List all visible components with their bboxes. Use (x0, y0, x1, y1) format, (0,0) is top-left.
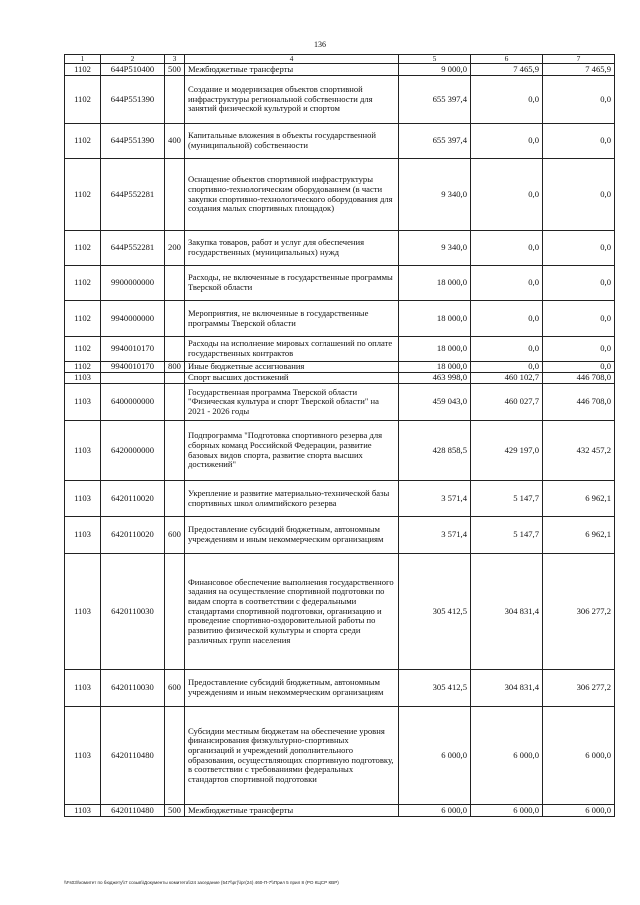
cell-name: Укрепление и развитие материально-технической базы спортивных школ олимпийского резерва (185, 481, 399, 517)
cell-target-code: 6420110030 (101, 670, 165, 707)
cell-section: 1102 (65, 159, 101, 231)
cell-name: Расходы, не включенные в государственные программы Тверской области (185, 266, 399, 301)
cell-target-code: 6420110030 (101, 554, 165, 670)
cell-section: 1102 (65, 64, 101, 76)
cell-amount-col5: 655 397,4 (399, 76, 471, 124)
cell-name: Капитальные вложения в объекты государственной (муниципальной) собственности (185, 124, 399, 159)
cell-amount-col7: 6 962,1 (543, 481, 615, 517)
cell-amount-col6: 0,0 (471, 266, 543, 301)
cell-section: 1103 (65, 554, 101, 670)
cell-name: Создание и модернизация объектов спортивной инфраструктуры региональной собственности для занятий физической культурой и спортом (185, 76, 399, 124)
cell-amount-col7: 0,0 (543, 362, 615, 373)
table-row (65, 159, 615, 231)
cell-amount-col7: 0,0 (543, 301, 615, 337)
cell-section: 1103 (65, 384, 101, 421)
cell-expense-type (165, 301, 185, 337)
cell-target-code: 9940010170 (101, 337, 165, 362)
cell-name: Предоставление субсидий бюджетным, автономным учреждениям и иным некоммерческим организациям (185, 517, 399, 554)
cell-expense-type (165, 76, 185, 124)
cell-name: Подпрограмма "Подготовка спортивного резерва для сборных команд Российской Федерации, развитие базовых видов спорта, развитие спорта высших достижений" (185, 421, 399, 481)
page-number: 136 (314, 40, 326, 49)
table-row (65, 337, 615, 362)
cell-section: 1102 (65, 337, 101, 362)
cell-amount-col6: 6 000,0 (471, 805, 543, 817)
cell-amount-col7: 0,0 (543, 76, 615, 124)
cell-amount-col7: 446 708,0 (543, 384, 615, 421)
cell-expense-type: 200 (165, 231, 185, 266)
cell-amount-col5: 305 412,5 (399, 554, 471, 670)
file-path-footer: \\Fs03\\комитет по бюджету\\7 созыв\\Документы комитета\\24 заседание (547\\рг)\\рг(24) 460-П-7\\Прил 5 прил 8 (РО КЦСР КВР) (64, 880, 339, 885)
cell-section: 1102 (65, 266, 101, 301)
cell-name: Межбюджетные трансферты (185, 64, 399, 76)
cell-name: Государственная программа Тверской области "Физическая культура и спорт Тверской области" на 2021 - 2026 годы (185, 384, 399, 421)
cell-expense-type (165, 159, 185, 231)
cell-amount-col6: 304 831,4 (471, 554, 543, 670)
column-number-4: 4 (185, 55, 399, 64)
cell-amount-col5: 18 000,0 (399, 266, 471, 301)
column-number-5: 5 (399, 55, 471, 64)
cell-name: Расходы на исполнение мировых соглашений по оплате государственных контрактов (185, 337, 399, 362)
column-number-7: 7 (543, 55, 615, 64)
cell-amount-col5: 6 000,0 (399, 707, 471, 805)
table-row (65, 554, 615, 670)
cell-target-code: 644P551390 (101, 124, 165, 159)
cell-name: Спорт высших достижений (185, 373, 399, 384)
cell-expense-type (165, 337, 185, 362)
cell-amount-col7: 306 277,2 (543, 670, 615, 707)
cell-expense-type: 500 (165, 805, 185, 817)
cell-name: Оснащение объектов спортивной инфраструктуры спортивно-технологическим оборудованием (в части закупки спортивно-технологического оборудования для создания малых спортивных площадок) (185, 159, 399, 231)
cell-name: Предоставление субсидий бюджетным, автономным учреждениям и иным некоммерческим организациям (185, 670, 399, 707)
cell-expense-type (165, 266, 185, 301)
cell-amount-col5: 18 000,0 (399, 301, 471, 337)
cell-expense-type (165, 421, 185, 481)
cell-amount-col7: 0,0 (543, 124, 615, 159)
cell-expense-type: 600 (165, 670, 185, 707)
cell-section: 1103 (65, 421, 101, 481)
cell-target-code: 6400000000 (101, 384, 165, 421)
cell-target-code: 6420110480 (101, 805, 165, 817)
cell-amount-col5: 18 000,0 (399, 362, 471, 373)
cell-expense-type: 400 (165, 124, 185, 159)
cell-expense-type (165, 481, 185, 517)
table-row (65, 805, 615, 817)
cell-target-code: 6420110020 (101, 481, 165, 517)
cell-amount-col7: 446 708,0 (543, 373, 615, 384)
cell-section: 1103 (65, 481, 101, 517)
cell-section: 1103 (65, 670, 101, 707)
cell-amount-col6: 0,0 (471, 159, 543, 231)
cell-amount-col6: 0,0 (471, 124, 543, 159)
cell-amount-col5: 463 998,0 (399, 373, 471, 384)
cell-amount-col7: 6 962,1 (543, 517, 615, 554)
column-number-row (65, 55, 615, 64)
cell-amount-col5: 6 000,0 (399, 805, 471, 817)
cell-target-code: 644P552281 (101, 231, 165, 266)
table-row (65, 481, 615, 517)
cell-amount-col7: 0,0 (543, 231, 615, 266)
cell-expense-type (165, 373, 185, 384)
cell-amount-col5: 9 340,0 (399, 231, 471, 266)
cell-name: Межбюджетные трансферты (185, 805, 399, 817)
cell-amount-col6: 460 027,7 (471, 384, 543, 421)
cell-target-code: 6420000000 (101, 421, 165, 481)
cell-section: 1102 (65, 76, 101, 124)
cell-amount-col7: 6 000,0 (543, 805, 615, 817)
cell-section: 1102 (65, 301, 101, 337)
budget-table (64, 54, 615, 817)
cell-name: Иные бюджетные ассигнования (185, 362, 399, 373)
table-row (65, 124, 615, 159)
cell-amount-col6: 0,0 (471, 301, 543, 337)
cell-amount-col6: 0,0 (471, 362, 543, 373)
table-row (65, 707, 615, 805)
cell-expense-type: 600 (165, 517, 185, 554)
cell-section: 1103 (65, 373, 101, 384)
cell-amount-col6: 460 102,7 (471, 373, 543, 384)
cell-amount-col5: 305 412,5 (399, 670, 471, 707)
cell-amount-col7: 7 465,9 (543, 64, 615, 76)
cell-expense-type (165, 384, 185, 421)
cell-amount-col6: 6 000,0 (471, 707, 543, 805)
cell-amount-col5: 3 571,4 (399, 481, 471, 517)
cell-amount-col6: 7 465,9 (471, 64, 543, 76)
cell-amount-col5: 18 000,0 (399, 337, 471, 362)
table-row (65, 231, 615, 266)
cell-amount-col6: 0,0 (471, 337, 543, 362)
table-row (65, 384, 615, 421)
cell-expense-type (165, 554, 185, 670)
cell-expense-type (165, 707, 185, 805)
cell-name: Мероприятия, не включенные в государственные программы Тверской области (185, 301, 399, 337)
table-row (65, 517, 615, 554)
column-number-2: 2 (101, 55, 165, 64)
cell-amount-col5: 655 397,4 (399, 124, 471, 159)
table-row (65, 301, 615, 337)
cell-amount-col7: 0,0 (543, 337, 615, 362)
cell-target-code: 9940000000 (101, 301, 165, 337)
cell-name: Закупка товаров, работ и услуг для обеспечения государственных (муниципальных) нужд (185, 231, 399, 266)
cell-amount-col7: 432 457,2 (543, 421, 615, 481)
cell-amount-col7: 0,0 (543, 266, 615, 301)
cell-name: Субсидии местным бюджетам на обеспечение уровня финансирования физкультурно-спортивных организаций и учреждений дополнительного образования, осуществляющих спортивную подготовку, в соответствии с требованиями федеральных стандартов спортивной подготовки (185, 707, 399, 805)
cell-target-code: 6420110480 (101, 707, 165, 805)
cell-amount-col5: 9 340,0 (399, 159, 471, 231)
cell-target-code: 6420110020 (101, 517, 165, 554)
cell-section: 1103 (65, 517, 101, 554)
cell-target-code: 644P510400 (101, 64, 165, 76)
cell-amount-col7: 306 277,2 (543, 554, 615, 670)
cell-section: 1102 (65, 231, 101, 266)
cell-name: Финансовое обеспечение выполнения государственного задания на осуществление спортивной подготовки по видам спорта в соответствии с федеральными стандартами спортивной подготовки, организацию и проведение спортивно-оздоровительной работы по развитию физической культуры и спорта среди различных групп населения (185, 554, 399, 670)
cell-expense-type: 800 (165, 362, 185, 373)
cell-amount-col6: 429 197,0 (471, 421, 543, 481)
table-row (65, 670, 615, 707)
cell-section: 1102 (65, 124, 101, 159)
cell-section: 1103 (65, 805, 101, 817)
cell-target-code: 644P552281 (101, 159, 165, 231)
table-row (65, 421, 615, 481)
cell-amount-col5: 3 571,4 (399, 517, 471, 554)
cell-section: 1102 (65, 362, 101, 373)
table-row (65, 266, 615, 301)
cell-amount-col6: 5 147,7 (471, 481, 543, 517)
table-row (65, 64, 615, 76)
cell-amount-col6: 0,0 (471, 76, 543, 124)
cell-amount-col5: 428 858,5 (399, 421, 471, 481)
table-row (65, 362, 615, 373)
table-row (65, 76, 615, 124)
cell-target-code: 9900000000 (101, 266, 165, 301)
cell-expense-type: 500 (165, 64, 185, 76)
cell-section: 1103 (65, 707, 101, 805)
cell-amount-col7: 0,0 (543, 159, 615, 231)
cell-target-code: 9940010170 (101, 362, 165, 373)
column-number-6: 6 (471, 55, 543, 64)
cell-amount-col6: 5 147,7 (471, 517, 543, 554)
cell-target-code: 644P551390 (101, 76, 165, 124)
cell-amount-col5: 459 043,0 (399, 384, 471, 421)
column-number-3: 3 (165, 55, 185, 64)
column-number-1: 1 (65, 55, 101, 64)
cell-amount-col6: 0,0 (471, 231, 543, 266)
cell-amount-col5: 9 000,0 (399, 64, 471, 76)
cell-target-code (101, 373, 165, 384)
cell-amount-col7: 6 000,0 (543, 707, 615, 805)
table-row (65, 373, 615, 384)
cell-amount-col6: 304 831,4 (471, 670, 543, 707)
